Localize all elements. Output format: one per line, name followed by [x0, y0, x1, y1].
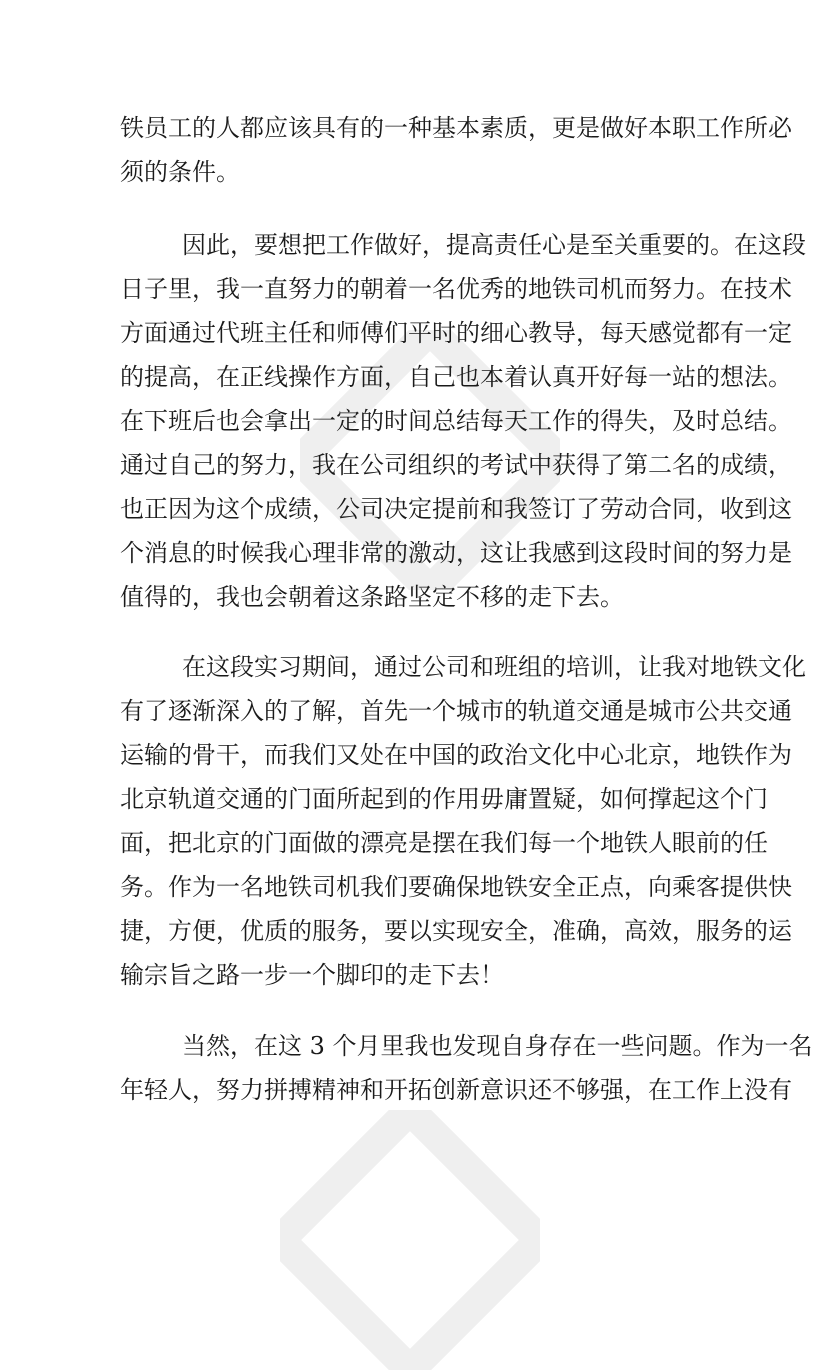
text-line: 有了逐渐深入的了解，首先一个城市的轨道交通是城市公共交通 [120, 697, 792, 725]
text-line: 方面通过代班主任和师傅们平时的细心教导，每天感觉都有一定 [120, 319, 792, 347]
text-line: 在下班后也会拿出一定的时间总结每天工作的得失，及时总结。 [120, 407, 792, 435]
text-line: 铁员工的人都应该具有的一种基本素质，更是做好本职工作所必 [120, 114, 792, 142]
paragraph-4 [120, 1024, 813, 1112]
text-line: 当然，在这 3 个月里我也发现自身存在一些问题。作为一名 [182, 1032, 813, 1060]
text-line: 年轻人，努力拼搏精神和开拓创新意识还不够强，在工作上没有 [120, 1076, 792, 1104]
text-line: 面，把北京的门面做的漂亮是摆在我们每一个地铁人眼前的任 [120, 829, 768, 857]
text-line: 北京轨道交通的门面所起到的作用毋庸置疑，如何撑起这个门 [120, 785, 768, 813]
text-line: 个消息的时候我心理非常的激动，这让我感到这段时间的努力是 [120, 539, 792, 567]
text-line: 也正因为这个成绩，公司决定提前和我签订了劳动合同，收到这 [120, 495, 792, 523]
text-line: 值得的，我也会朝着这条路坚定不移的走下去。 [120, 583, 624, 611]
paragraph-2 [120, 223, 806, 619]
text-line: 因此，要想把工作做好，提高责任心是至关重要的。在这段 [182, 231, 806, 259]
watermark-icon [280, 1110, 540, 1370]
text-line: 运输的骨干，而我们又处在中国的政治文化中心北京，地铁作为 [120, 741, 792, 769]
text-line: 捷，方便，优质的服务，要以实现安全，准确，高效，服务的运 [120, 917, 792, 945]
text-line: 在这段实习期间，通过公司和班组的培训，让我对地铁文化 [182, 653, 806, 681]
paragraph-3 [120, 645, 806, 997]
text-line: 的提高，在正线操作方面，自己也本着认真开好每一站的想法。 [120, 363, 792, 391]
text-line: 通过自己的努力，我在公司组织的考试中获得了第二名的成绩， [120, 451, 792, 479]
text-line: 须的条件。 [120, 158, 240, 186]
text-line: 日子里，我一直努力的朝着一名优秀的地铁司机而努力。在技术 [120, 275, 792, 303]
text-line: 输宗旨之路一步一个脚印的走下去！ [120, 961, 504, 989]
paragraph-1 [120, 106, 792, 194]
text-line: 务。作为一名地铁司机我们要确保地铁安全正点，向乘客提供快 [120, 873, 792, 901]
